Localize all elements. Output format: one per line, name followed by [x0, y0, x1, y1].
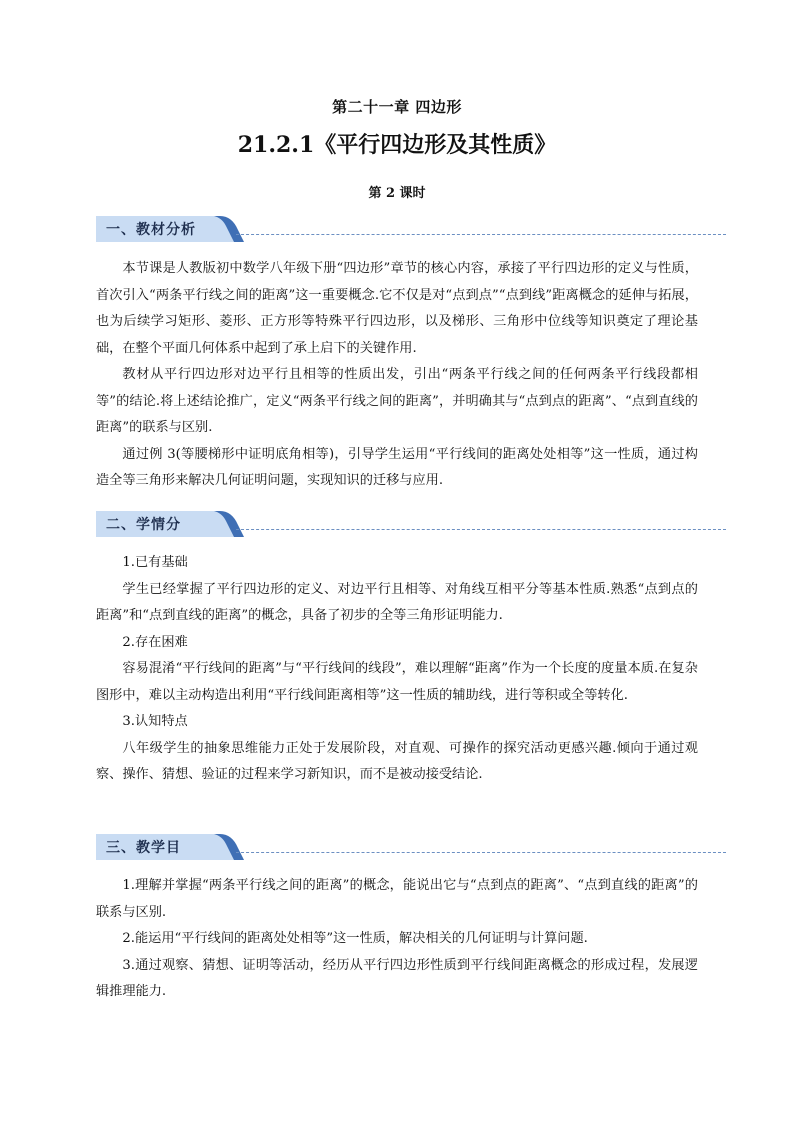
section-heading: 三、教学目: [106, 840, 181, 856]
section-tab-banner: [96, 214, 246, 242]
paragraph: 教材从平行四边形对边平行且相等的性质出发，引出“两条平行线之间的任何两条平行线段都相等”的结论.将上述结论推广，定义“两条平行线之间的距离”，并明确其与“点到点的距离”、“点到直线的距离”的联系与区别.: [96, 367, 698, 435]
dashed-divider: [236, 234, 726, 235]
dashed-divider: [236, 529, 726, 530]
chapter-heading: 第二十一章 四边形: [332, 98, 462, 116]
paragraph: 3.通过观察、猜想、证明等活动，经历从平行四边形性质到平行线间距离概念的形成过程，发展逻辑推理能力.: [96, 957, 698, 999]
paragraph: 八年级学生的抽象思维能力正处于发展阶段，对直观、可操作的探究活动更感兴趣.倾向于通过观察、操作、猜想、验证的过程来学习新知识，而不是被动接受结论.: [96, 740, 698, 782]
lesson-period: 第 2 课时: [368, 186, 426, 201]
section-heading: 一、教材分析: [106, 222, 196, 238]
learners-body: [96, 550, 698, 789]
paragraph: 2.存在困难: [122, 634, 188, 650]
paragraph: 学生已经掌握了平行四边形的定义、对边平行且相等、对角线互相平分等基本性质.熟悉“点到点的距离”和“点到直线的距离”的概念，具备了初步的全等三角形证明能力.: [96, 581, 698, 623]
section-header-objectives: [96, 832, 726, 866]
section-tab-banner: [96, 509, 246, 537]
paragraph: 容易混淆“平行线间的距离”与“平行线间的线段”，难以理解“距离”作为一个长度的度量本质.在复杂图形中，难以主动构造出利用“平行线间距离相等”这一性质的辅助线，进行等积或全等转化.: [96, 661, 698, 703]
section-header-analysis: [96, 214, 726, 248]
paragraph: 2.能运用“平行线间的距离处处相等”这一性质，解决相关的几何证明与计算问题.: [122, 931, 588, 946]
lesson-title: 21.2.1《平行四边形及其性质》: [237, 132, 557, 158]
paragraph: 3.认知特点: [122, 714, 188, 729]
dashed-divider: [236, 852, 726, 853]
paragraph: 通过例 3(等腰梯形中证明底角相等)，引导学生运用“平行线间的距离处处相等”这一性质，通过构造全等三角形来解决几何证明问题，实现知识的迁移与应用.: [96, 446, 698, 488]
paragraph: 1.已有基础: [122, 555, 188, 570]
objectives-body: [96, 873, 698, 1006]
paragraph: 本节课是人教版初中数学八年级下册“四边形”章节的核心内容，承接了平行四边形的定义与性质，首次引入“两条平行线之间的距离”这一重要概念.它不仅是对“点到点”“点到线”距离概念的延伸与拓展，也为后续学习矩形、菱形、正方形等特殊平行四边形，以及梯形、三角形中位线等知识奠定了理论基础，在整个平面几何体系中起到了承上启下的关键作用.: [96, 261, 698, 356]
paragraph: 1.理解并掌握“两条平行线之间的距离”的概念，能说出它与“点到点的距离”、“点到直线的距离”的联系与区别.: [96, 878, 698, 920]
section-heading: 二、学情分: [106, 517, 181, 533]
section-header-learners: [96, 509, 726, 543]
section-tab-banner: [96, 832, 246, 860]
analysis-body: [96, 256, 698, 495]
